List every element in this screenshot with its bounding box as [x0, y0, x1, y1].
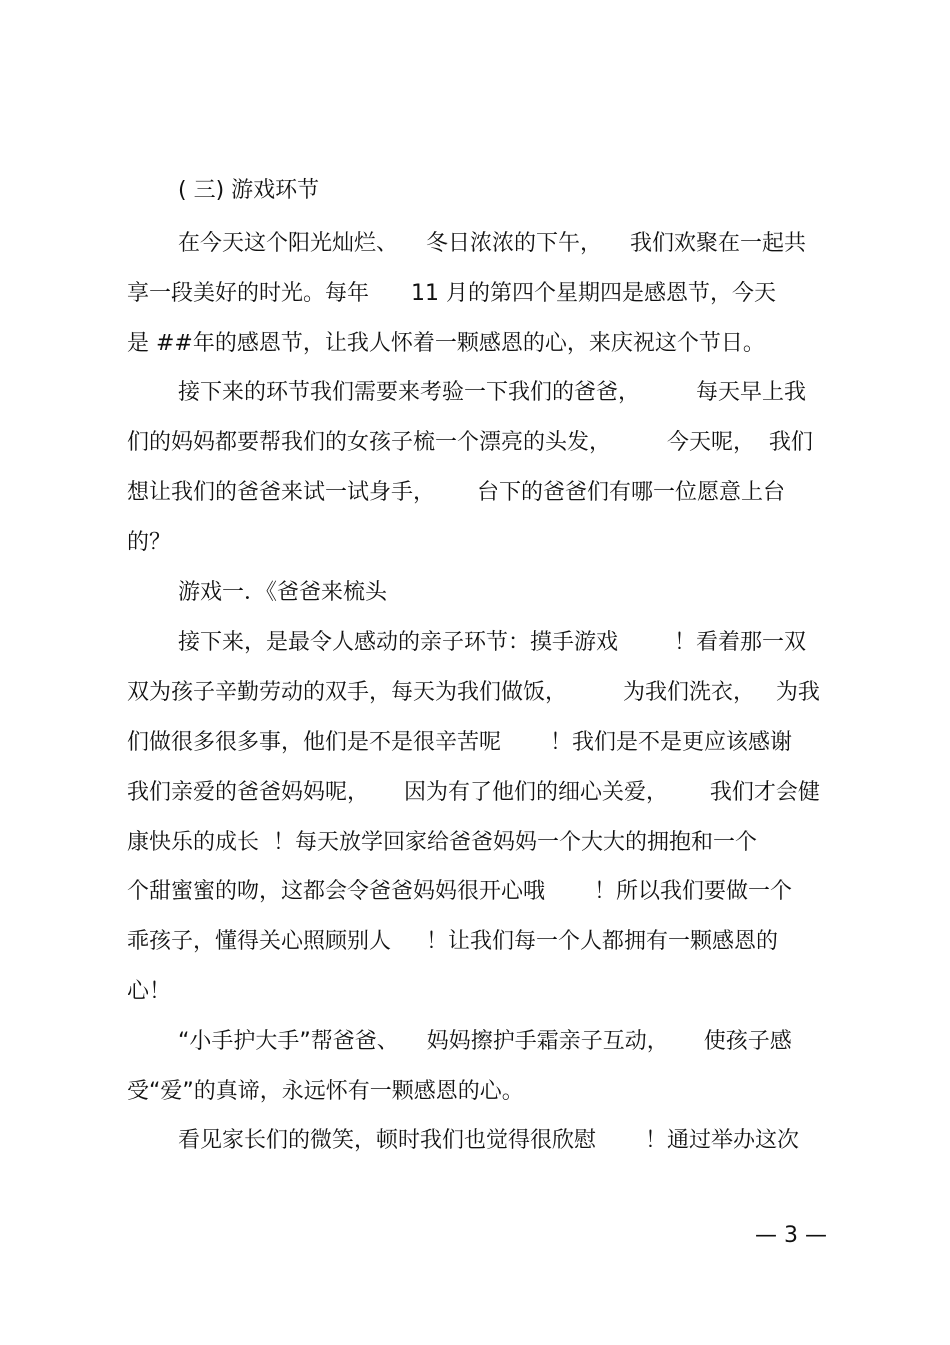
text-line: 享一段美好的时光。每年 11 月的第四个星期四是感恩节，今天	[127, 281, 776, 306]
game-title: 游戏一．《爸爸来梳头	[178, 580, 388, 605]
text-line: 双为孩子辛勤劳动的双手，每天为我们做饭， 为我们洗衣， 为我	[127, 680, 820, 705]
text-line: 接下来的环节我们需要来考验一下我们的爸爸， 每天早上我	[178, 380, 806, 405]
text-line: “小手护大手”帮爸爸、 妈妈擦护手霜亲子互动， 使孩子感	[178, 1029, 792, 1054]
text-line: 们的妈妈都要帮我们的女孩子梳一个漂亮的头发， 今天呢， 我们	[127, 430, 813, 455]
text-line: 康快乐的成长 ！每天放学回家给爸爸妈妈一个大大的拥抱和一个	[127, 830, 757, 855]
text-line: 受“爱”的真谛，永远怀有一颗感恩的心。	[127, 1079, 524, 1104]
text-line: 是 ##年的感恩节，让我人怀着一颗感恩的心，来庆祝这个节日。	[127, 331, 765, 356]
section-heading: ( 三) 游戏环节	[178, 178, 320, 203]
text-line: 我们亲爱的爸爸妈妈呢， 因为有了他们的细心关爱， 我们才会健	[127, 780, 820, 805]
text-line: 心！	[127, 979, 172, 1004]
text-line: 乖孩子，懂得关心照顾别人 ！让我们每一个人都拥有一颗感恩的	[127, 929, 778, 954]
text-line: 的？	[127, 530, 172, 555]
text-line: 在今天这个阳光灿烂、 冬日浓浓的下午， 我们欢聚在一起共	[178, 231, 806, 256]
text-line: 个甜蜜蜜的吻，这都会令爸爸妈妈很开心哦 ！所以我们要做一个	[127, 879, 792, 904]
text-line: 看见家长们的微笑，顿时我们也觉得很欣慰 ！通过举办这次	[178, 1128, 799, 1153]
text-line: 们做很多很多事，他们是不是很辛苦呢 ！我们是不是更应该感谢	[127, 730, 792, 755]
text-line: 接下来，是最令人感动的亲子环节：摸手游戏 ！看着那一双	[178, 630, 806, 655]
text-line: 想让我们的爸爸来试一试身手， 台下的爸爸们有哪一位愿意上台	[127, 480, 785, 505]
page-number: — 3 —	[755, 1223, 827, 1248]
